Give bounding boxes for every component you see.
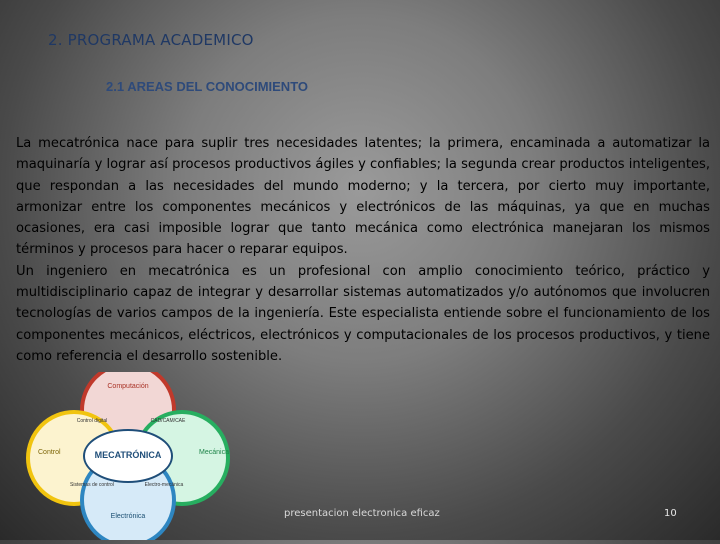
label-computacion: Computación [107, 383, 149, 390]
label-cad-cam: CAD/CAM/CAE [150, 418, 186, 424]
label-sistemas-control: Sistemas de control [70, 482, 114, 488]
mecatronica-diagram [22, 372, 234, 540]
slide-subtitle: 2.1 AREAS DEL CONOCIMIENTO [106, 79, 309, 94]
paragraph-2: Un ingeniero en mecatrónica es un profesional con amplio conocimiento teórico, práctico y multidisciplinario capaz de integrar y desarrollar sistemas automatizados y/o autónomos que involucren tecnologías de varios campos de la ingeniería. Este especialista entiende sobre el funcionamiento de los componentes mecánicos, eléctricos, electrónicos y computacionales de los procesos productivos, y tiene como referencia el desarrollo sostenible. [16, 263, 710, 364]
footer-text: presentacion electronica eficaz [284, 508, 440, 519]
label-center: MECATRÓNICA [94, 450, 162, 460]
label-electronica: Electrónica [110, 513, 146, 520]
diagram-svg [22, 372, 234, 540]
body-text [16, 133, 710, 367]
label-mecanica: Mecánica [199, 449, 229, 456]
label-control-digital: Control digital [76, 418, 108, 424]
label-electro-mecanica: Electro-mecánica [144, 482, 184, 488]
paragraph-1: La mecatrónica nace para suplir tres necesidades latentes; la primera, encaminada a automatizar la maquinaría y lograr así procesos productivos ágiles y confiables; la segunda crear productos inteligentes, que respondan a las necesidades del mundo moderno; y la tercera, por cierto muy importante, armonizar entre los componentes mecánicos y electrónicos de las máquinas, ya que en muchas ocasiones, era casi imposible lograr que tanto mecánica como electrónica manejaran los mismos términos y procesos para hacer o reparar equipos. [16, 136, 710, 258]
page-number: 10 [664, 508, 677, 519]
label-control: Control [38, 449, 61, 456]
slide-title: 2. PROGRAMA ACADEMICO [48, 31, 254, 49]
